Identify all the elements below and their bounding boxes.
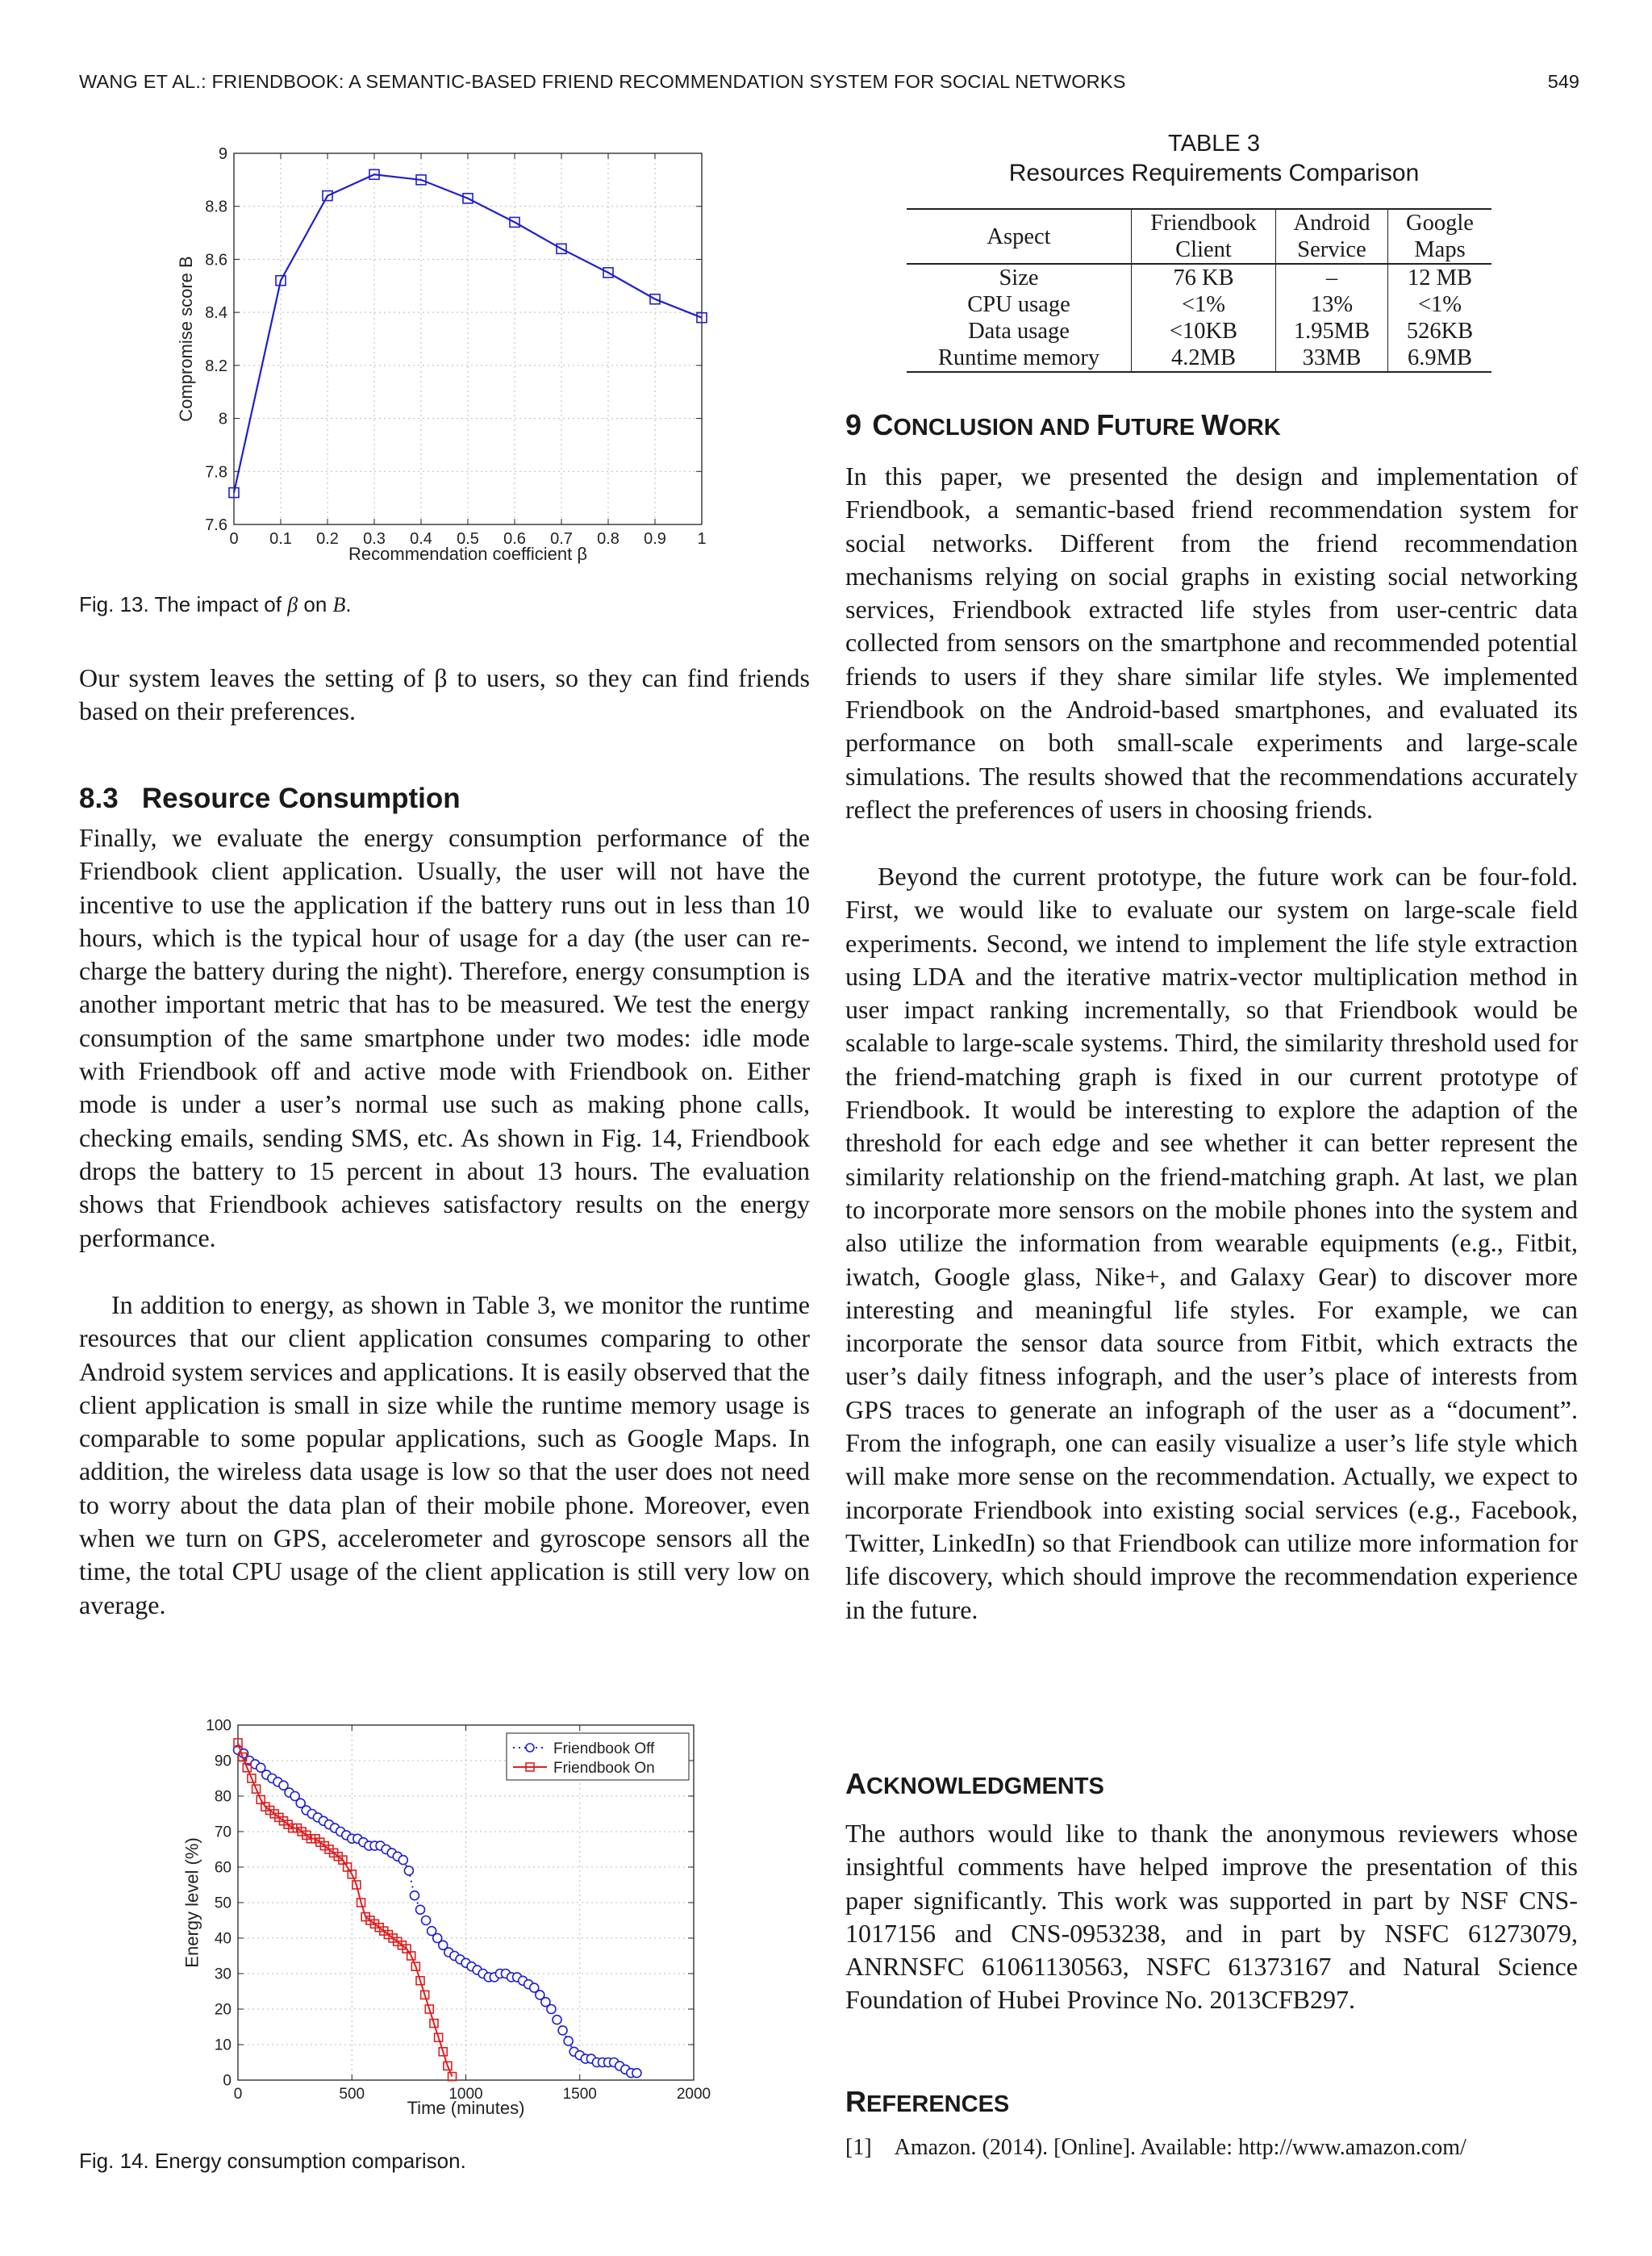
x-tick-label: 1	[697, 530, 707, 548]
y-tick-label: 7.6	[205, 516, 227, 534]
y-tick-label: 10	[214, 2037, 232, 2054]
data-point	[564, 2037, 573, 2045]
x-tick-label: 0	[233, 2086, 243, 2103]
y-tick-label: 60	[214, 1859, 232, 1877]
header-friendbook-client: Friendbook Client	[1132, 209, 1276, 264]
table-cell: Runtime memory	[907, 345, 1132, 372]
x-tick-label: 0.3	[363, 530, 386, 548]
table-cell: Size	[907, 264, 1132, 291]
legend-label: Friendbook On	[553, 1760, 655, 1777]
y-tick-label: 40	[214, 1930, 232, 1948]
y-tick-label: 80	[214, 1788, 232, 1806]
y-axis-label: Compromise score B	[176, 256, 196, 422]
data-point	[422, 1916, 431, 1925]
y-tick-label: 8.4	[205, 304, 227, 323]
y-tick-label: 20	[214, 2001, 232, 2019]
data-point	[404, 1866, 413, 1875]
table-3-label: TABLE 3	[1168, 131, 1260, 157]
y-tick-label: 70	[214, 1824, 232, 1841]
x-tick-label: 0.5	[457, 530, 479, 548]
paragraph-acknowledgments: The authors would like to thank the anonymous reviewers whose insightful comments have helped improve the presentation of this paper significantly. This work was supported in part by NSF CNS-1017156 and CNS-0953238, and in part by NSFC 61273079, ANRNSFC 61061130563, NSFC 61373167 and Natural Science Foundation of Hubei Province No. 2013CFB297.	[845, 1819, 1578, 2015]
header-google-maps: Google Maps	[1406, 211, 1474, 262]
x-tick-label: 0.4	[410, 530, 432, 548]
table-cell: 12 MB	[1408, 265, 1472, 290]
table-cell: <1%	[1417, 292, 1462, 317]
section-8-3-heading: 8.3 Resource Consumption	[79, 783, 461, 814]
table-cell: 76 KB	[1132, 264, 1276, 291]
y-tick-label: 0	[223, 2072, 232, 2090]
reference-number: [1]	[845, 2135, 872, 2160]
paragraph-beta: Our system leaves the setting of β to users, so they can find friends based on their preferences.	[79, 663, 810, 726]
paragraph-energy: Finally, we evaluate the energy consumption performance of the Friendbook client application. Usually, the user will not have the incentive to use the application if the battery runs out in less than 10 hours, which is the typical hour of usage for a day (the user can re-charge the battery during the night). Therefore, energy consumption is another important metric that has to be measured. We test the energy consumption of the same smartphone under two modes: idle mode with Friendbook off and active mode with Friendbook on. Either mode is under a user’s normal use such as making phone calls, checking emails, sending SMS, etc. As shown in Fig. 14, Friendbook drops the battery to 15 percent in about 13 hours. The evaluation shows that Friendbook achieves satisfactory results on the energy performance.	[79, 823, 810, 1252]
y-tick-label: 8	[218, 410, 227, 428]
references-heading: REFERENCES	[845, 2085, 1010, 2118]
y-tick-label: 8.2	[205, 357, 227, 375]
data-point	[398, 1856, 407, 1865]
x-tick-label: 1500	[562, 2086, 597, 2103]
page-number: 549	[1547, 71, 1579, 92]
table-cell: 6.9MB	[1408, 345, 1472, 370]
x-tick-label: 0.2	[316, 530, 339, 548]
table-row	[907, 264, 1491, 291]
table-cell: <10KB	[1132, 318, 1276, 345]
legend-label: Friendbook Off	[553, 1740, 655, 1757]
reference-text: Amazon. (2014). [Online]. Available: http://www.amazon.com/	[894, 2135, 1466, 2160]
x-tick-label: 500	[339, 2086, 365, 2103]
header-android-service: Android Service	[1276, 209, 1388, 264]
data-point	[410, 1891, 419, 1900]
y-tick-label: 90	[214, 1753, 232, 1770]
header-aspect: Aspect	[907, 209, 1132, 264]
y-tick-label: 100	[206, 1717, 232, 1735]
resources-table	[907, 208, 1491, 373]
x-tick-label: 0.7	[550, 530, 573, 548]
paragraph-conclusion: In this paper, we presented the design and implementation of Friendbook, a semantic-based friend recommendation system for social networks. Different from the friend recommendation mechanisms relying on social graphs in existing social networking services, Friendbook extracted life styles from user-centric data collected from sensors on the smartphone and recommended potential friends to users if they share similar life styles. We implemented Friendbook on the Android-based smartphones, and evaluated its performance on both small-scale experiments and large-scale simulations. The results showed that the recommendations accurately reflect the preferences of users in choosing friends.	[845, 462, 1578, 824]
data-point	[558, 2026, 567, 2035]
figure-14-chart	[169, 1709, 726, 2129]
data-point	[547, 2005, 556, 2014]
x-axis-label: Time (minutes)	[407, 2097, 525, 2118]
table-header-row	[907, 209, 1491, 264]
table-cell: CPU usage	[907, 291, 1132, 318]
acknowledgments-heading: ACKNOWLEDGMENTS	[845, 1767, 1104, 1800]
data-point	[632, 2069, 641, 2078]
table-cell: <1%	[1132, 291, 1276, 318]
table-cell: Data usage	[907, 318, 1132, 345]
x-tick-label: 0.8	[597, 530, 620, 548]
x-tick-label: 0	[229, 530, 239, 548]
data-point	[553, 2016, 561, 2024]
table-cell: –	[1276, 264, 1388, 291]
y-tick-label: 50	[214, 1895, 232, 1912]
x-tick-label: 0.1	[269, 530, 292, 548]
table-row	[907, 291, 1491, 318]
section-9-heading: 9 CONCLUSION AND FUTURE WORK	[845, 408, 1281, 441]
legend-marker	[526, 1744, 534, 1752]
table-cell: 1.95MB	[1276, 318, 1388, 345]
y-tick-label: 7.8	[205, 463, 227, 482]
y-tick-label: 30	[214, 1966, 232, 1983]
figure-14-caption: Fig. 14. Energy consumption comparison.	[79, 2149, 466, 2173]
table-3-title: Resources Requirements Comparison	[1008, 160, 1420, 186]
y-axis-label: Energy level (%)	[181, 1837, 202, 1968]
table-cell: 13%	[1276, 291, 1388, 318]
y-tick-label: 8.8	[205, 198, 227, 216]
data-point	[416, 1905, 425, 1914]
table-cell: 526KB	[1406, 319, 1474, 344]
table-cell: 33MB	[1276, 345, 1388, 372]
running-header: WANG ET AL.: FRIENDBOOK: A SEMANTIC-BASED FRIEND RECOMMENDATION SYSTEM FOR SOCIAL NETWORKS	[79, 71, 1126, 92]
x-axis-label: Recommendation coefficient β	[348, 544, 587, 564]
table-cell: 4.2MB	[1132, 345, 1276, 372]
figure-13-caption: Fig. 13. The impact of β on B.	[79, 592, 352, 616]
y-tick-label: 9	[218, 145, 227, 163]
reference-1	[845, 2135, 1466, 2161]
x-tick-label: 2000	[676, 2086, 711, 2103]
table-row	[907, 318, 1491, 345]
x-tick-label: 0.6	[503, 530, 526, 548]
paragraph-resources: In addition to energy, as shown in Table 3, we monitor the runtime resources that our client application consumes comparing to other Android system services and applications. It is easily observed that the client application is small in size while the runtime memory usage is comparable to some popular applications, such as Google Maps. In addition, the wireless data usage is low so that the user does not need to worry about the data plan of their mobile phone. Moreover, even when we turn on GPS, accelerometer and gyroscope sensors all the time, the total CPU usage of the client application is still very low on average.	[79, 1290, 810, 1619]
figure-13-chart	[153, 137, 734, 573]
table-row	[907, 345, 1491, 372]
x-tick-label: 1000	[448, 2086, 483, 2103]
x-tick-label: 0.9	[644, 530, 666, 548]
paragraph-future-work: Beyond the current prototype, the future work can be four-fold. First, we would like to evaluate our system on large-scale field experiments. Second, we intend to implement the life style extraction using LDA and the iterative matrix-vector multiplication method in user impact ranking incrementally, so that Friendbook would be scalable to large-scale systems. Third, the similarity threshold used for the friend-matching graph is fixed in our current prototype of Friendbook. It would be interesting to explore the adaption of the threshold for each edge and see whether it can better represent the similarity relationship on the friend-matching graph. At last, we plan to incorporate more sensors on the mobile phones into the system and also utilize the information from wearable equipments (e.g., Fitbit, iwatch, Google glass, Nike+, and Galaxy Gear) to discover more interesting and meaningful life styles. For example, we can incorporate the sensor data source from Fitbit, which extracts the user’s daily fitness infograph, and the user’s place of interests from GPS traces to generate an infograph of the user as a “document”. From the infograph, one can easily visualize a user’s life style which will make more sense on the recommendation. Actually, we expect to incorporate Friendbook into existing social services (e.g., Facebook, Twitter, LinkedIn) so that Friendbook can utilize more information for life discovery, which should improve the recommendation experience in the future.	[845, 862, 1578, 1624]
y-tick-label: 8.6	[205, 251, 227, 269]
